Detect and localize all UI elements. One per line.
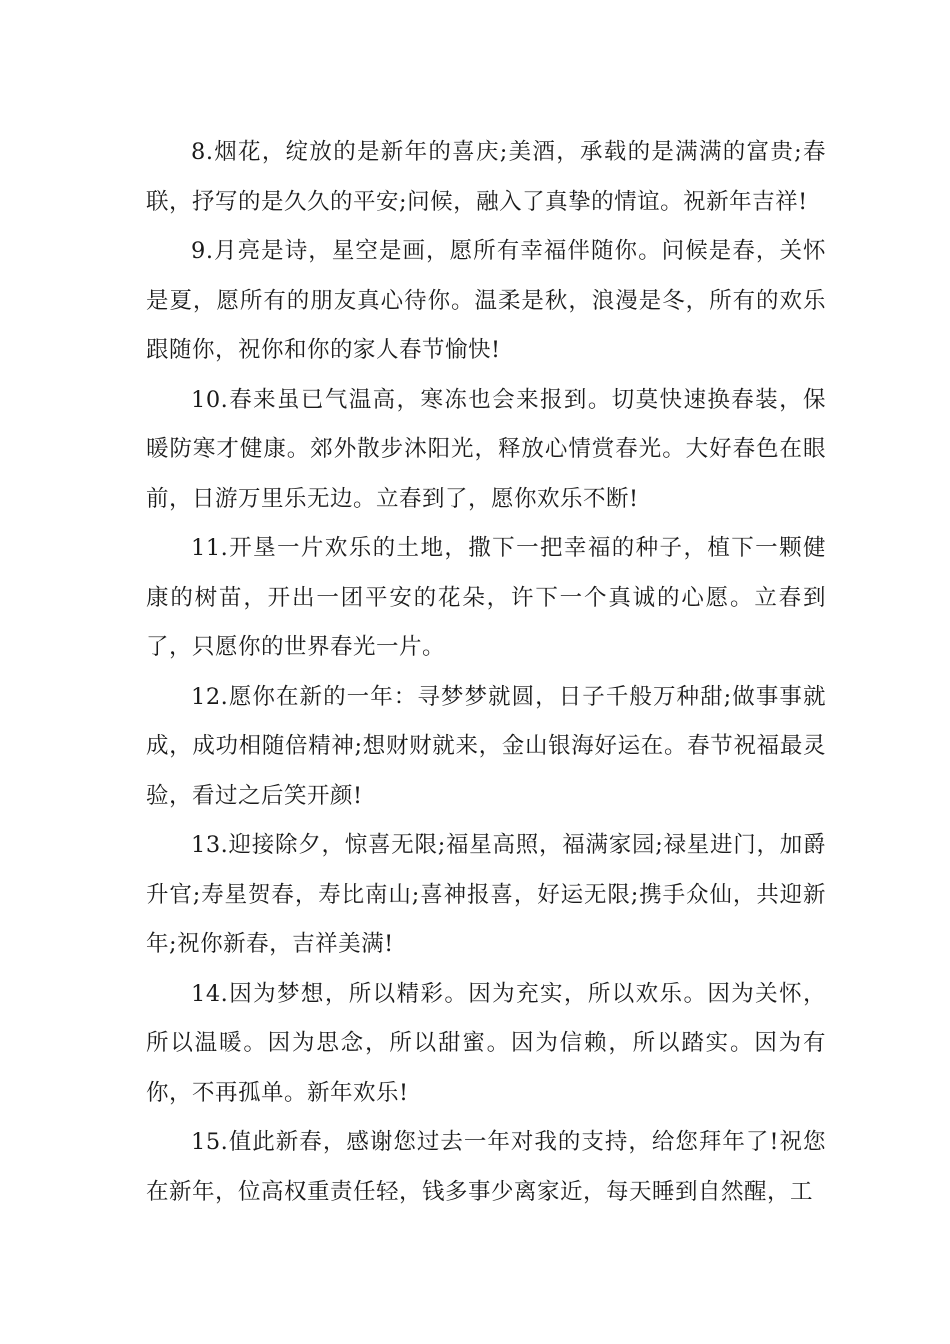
- paragraph-10: 10.春来虽已气温高，寒冻也会来报到。切莫快速换春装，保暖防寒才健康。郊外散步沐阳光，释放心情赏春光。大好春色在眼前，日游万里乐无边。立春到了，愿你欢乐不断!: [146, 386, 826, 512]
- paragraph-12: 12.愿你在新的一年：寻梦梦就圆，日子千般万种甜;做事事就成，成功相随倍精神;想财财就来，金山银海好运在。春节祝福最灵验，看过之后笑开颜!: [146, 683, 826, 809]
- document-body: [146, 128, 826, 1217]
- paragraph-14: 14.因为梦想，所以精彩。因为充实，所以欢乐。因为关怀，所以温暖。因为思念，所以甜蜜。因为信赖，所以踏实。因为有你，不再孤单。新年欢乐!: [146, 980, 826, 1106]
- paragraph-13: 13.迎接除夕，惊喜无限;福星高照，福满家园;禄星进门，加爵升官;寿星贺春，寿比南山;喜神报喜，好运无限;携手众仙，共迎新年;祝你新春，吉祥美满!: [146, 832, 826, 957]
- paragraph-8: 8.烟花，绽放的是新年的喜庆;美酒，承载的是满满的富贵;春联，抒写的是久久的平安;问候，融入了真挚的情谊。祝新年吉祥!: [146, 139, 826, 215]
- paragraph-9: 9.月亮是诗，星空是画，愿所有幸福伴随你。问候是春，关怀是夏，愿所有的朋友真心待你。温柔是秋，浪漫是冬，所有的欢乐跟随你，祝你和你的家人春节愉快!: [146, 238, 826, 363]
- paragraph-11: 11.开垦一片欢乐的土地，撒下一把幸福的种子，植下一颗健康的树苗，开出一团平安的花朵，许下一个真诚的心愿。立春到了，只愿你的世界春光一片。: [146, 535, 826, 660]
- paragraph-15: 15.值此新春，感谢您过去一年对我的支持，给您拜年了!祝您在新年，位高权重责任轻，钱多事少离家近，每天睡到自然醒，工: [146, 1129, 826, 1205]
